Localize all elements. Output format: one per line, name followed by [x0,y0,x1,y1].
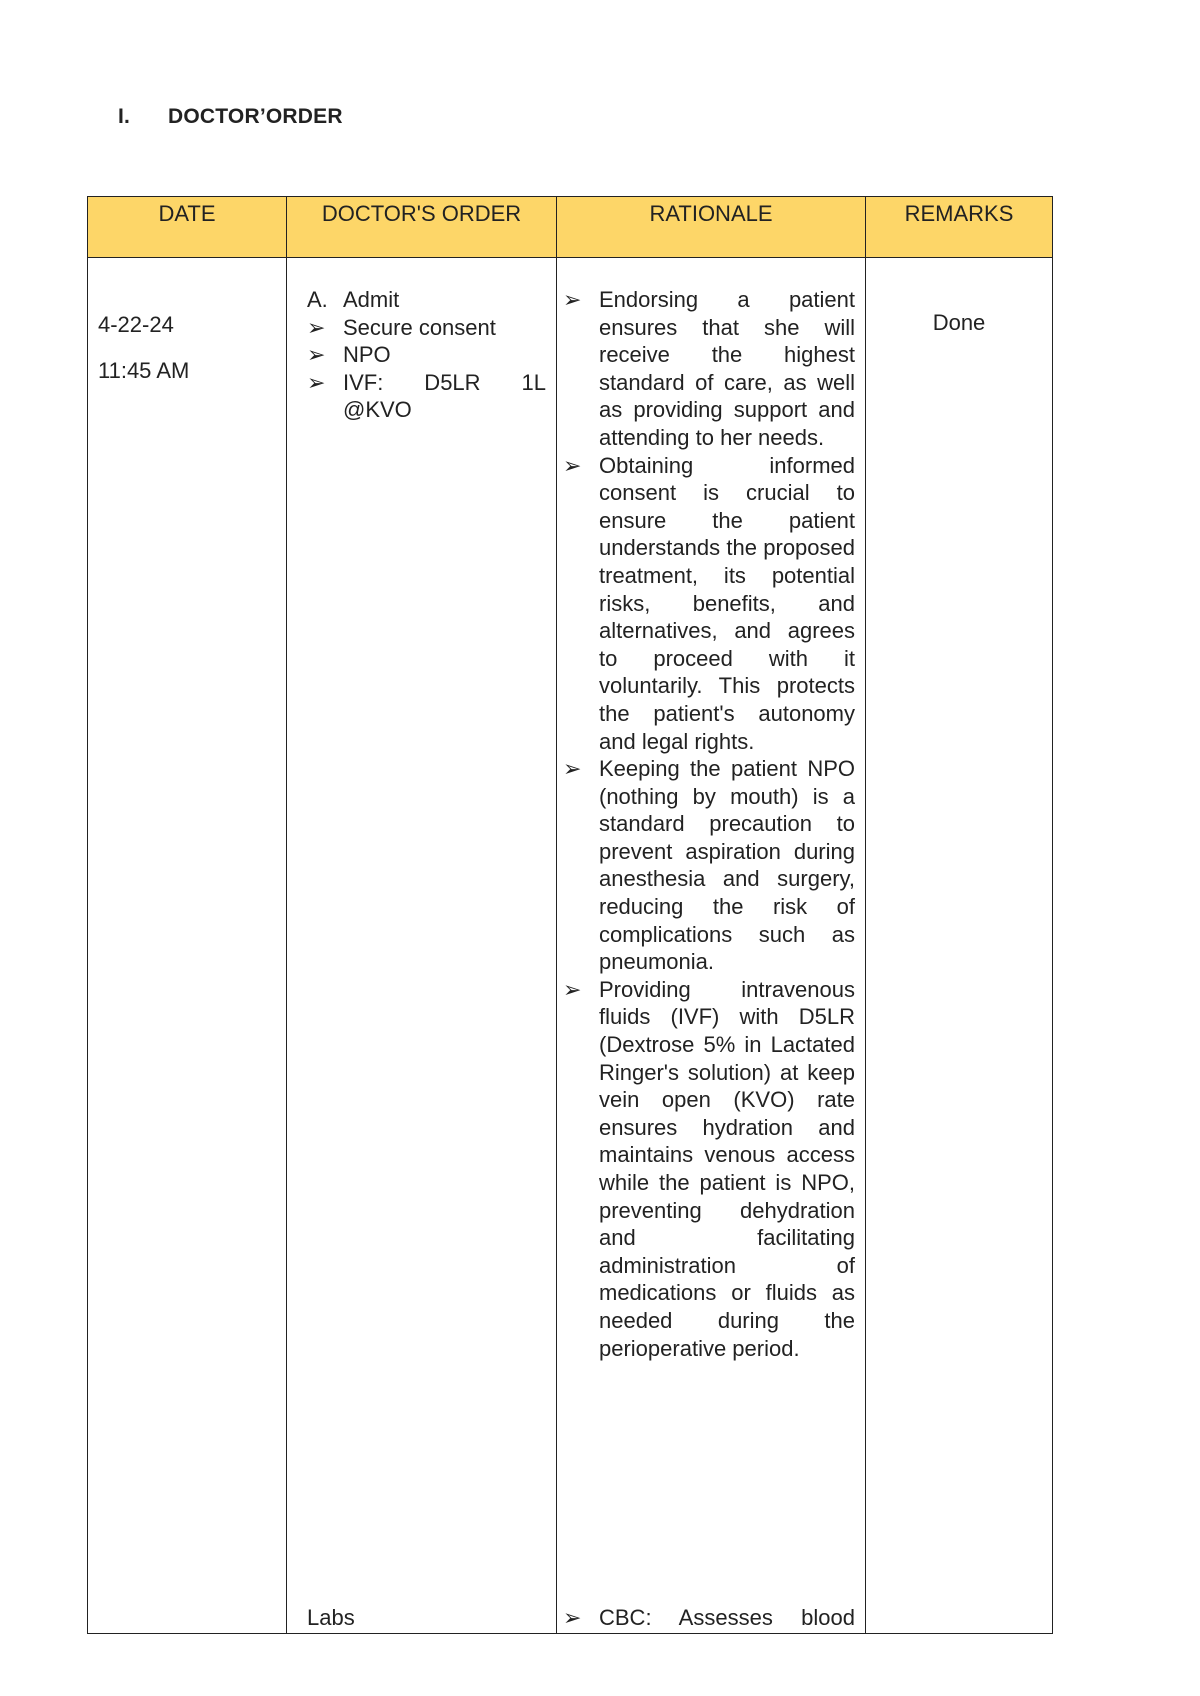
date-cell [88,258,287,1634]
rationale-text: Providing intravenous fluids (IVF) with D5LR (Dextrose 5% in Lactated Ringer's solution) at keep vein open (KVO) rate ensures hydration and maintains venous access while the patient is NPO, preventing dehydration and facilitating administration of medications or fluids as needed during the perioperative period. [599,976,855,1361]
order-text: Admit [343,287,400,312]
table-header-row [88,197,1053,258]
arrow-bullet-icon: ➢ [563,1605,582,1630]
order-item [307,286,546,314]
arrow-bullet-icon: ➢ [563,452,582,478]
labs-label: Labs [307,1605,355,1630]
header-date: DATE [88,197,287,258]
header-remarks: REMARKS [866,197,1053,258]
order-text: Secure consent [343,314,496,340]
order-date: 4-22-24 [98,312,174,337]
arrow-bullet-icon: ➢ [563,756,582,782]
rationale-item [563,755,855,976]
arrow-bullet-icon: ➢ [563,287,582,312]
header-rationale: RATIONALE [557,197,866,258]
order-time: 11:45 AM [98,357,190,383]
table-row [88,258,1053,1634]
order-marker: A. [307,287,328,312]
order-item [307,314,546,342]
labs-rationale-item [563,1604,855,1632]
remarks-value: Done [932,310,986,335]
rationale-text: Endorsing a patient ensures that she will receive the highest standard of care, as well as providing support and attending to her needs. [599,287,855,450]
section-number: I. [118,105,131,128]
arrow-bullet-icon: ➢ [563,976,582,1002]
order-text: NPO [343,342,391,367]
rationale-item [563,286,855,452]
section-title: DOCTOR’ORDER [168,105,343,128]
rationale-text: Keeping the patient NPO (nothing by mouth) is a standard precaution to prevent aspiration during anesthesia and surgery, reducing the risk of complications such as pneumonia. [599,756,855,975]
order-cell [287,258,557,1634]
rationale-text: Obtaining informed consent is crucial to ensure the patient understands the proposed treatment, its potential risks, benefits, and alternatives, and agrees to proceed with it voluntarily. This protects the patient's autonomy and legal rights. [599,452,855,754]
doctors-order-table [87,196,1053,1634]
remarks-cell [866,258,1053,1634]
arrow-bullet-icon: ➢ [307,314,326,340]
rationale-item [563,452,855,756]
order-item [307,369,546,424]
order-text: IVF: D5LR 1L @KVO [343,369,546,422]
section-heading [118,105,343,129]
arrow-bullet-icon: ➢ [307,342,326,367]
rationale-list [563,286,855,1362]
rationale-item [563,976,855,1362]
order-list [307,286,546,424]
header-doctors-order: DOCTOR'S ORDER [287,197,557,258]
rationale-cell [557,258,866,1634]
order-item [307,341,546,369]
arrow-bullet-icon: ➢ [307,369,326,395]
labs-rationale-text: CBC: Assesses blood [599,1605,855,1630]
